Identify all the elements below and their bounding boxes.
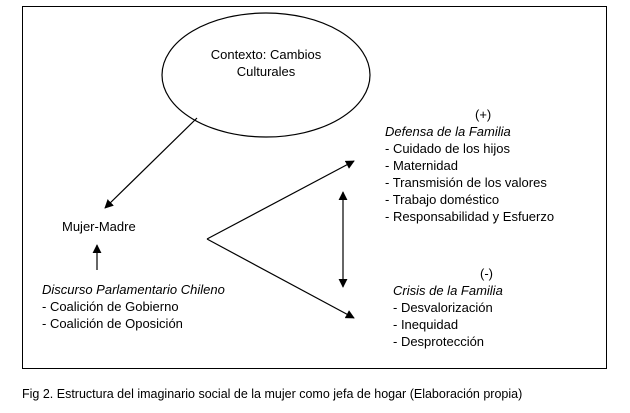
defense-title: Defensa de la Familia bbox=[385, 124, 511, 139]
crisis-item: - Inequidad bbox=[393, 317, 459, 332]
discourse-block bbox=[42, 281, 225, 332]
mother-to-crisis-arrow bbox=[207, 239, 354, 318]
discourse-item: - Coalición de Oposición bbox=[42, 316, 183, 331]
discourse-item: - Coalición de Gobierno bbox=[42, 299, 179, 314]
discourse-title: Discurso Parlamentario Chileno bbox=[42, 282, 225, 297]
context-line-1: Contexto: Cambios bbox=[210, 47, 322, 62]
defense-block bbox=[385, 123, 554, 225]
crisis-item: - Desvalorización bbox=[393, 300, 493, 315]
context-label bbox=[196, 46, 336, 80]
defense-item: - Cuidado de los hijos bbox=[385, 141, 511, 156]
crisis-title: Crisis de la Familia bbox=[393, 283, 503, 298]
crisis-item: - Desprotección bbox=[393, 334, 485, 349]
defense-item: - Trabajo doméstico bbox=[385, 192, 500, 207]
defense-item: - Transmisión de los valores bbox=[385, 175, 547, 190]
figure-caption: Fig 2. Estructura del imaginario social de la mujer como jefa de hogar (Elaboración propia) bbox=[22, 387, 523, 401]
defense-sign: (+) bbox=[475, 107, 492, 122]
crisis-sign: (-) bbox=[480, 266, 493, 281]
crisis-block bbox=[393, 282, 503, 350]
defense-item: - Responsabilidad y Esfuerzo bbox=[385, 209, 555, 224]
context-to-mother-arrow bbox=[105, 118, 197, 208]
defense-item: - Maternidad bbox=[385, 158, 458, 173]
mother-label: Mujer-Madre bbox=[62, 219, 136, 234]
context-line-2: Culturales bbox=[236, 64, 296, 79]
mother-to-defense-arrow bbox=[207, 161, 354, 239]
